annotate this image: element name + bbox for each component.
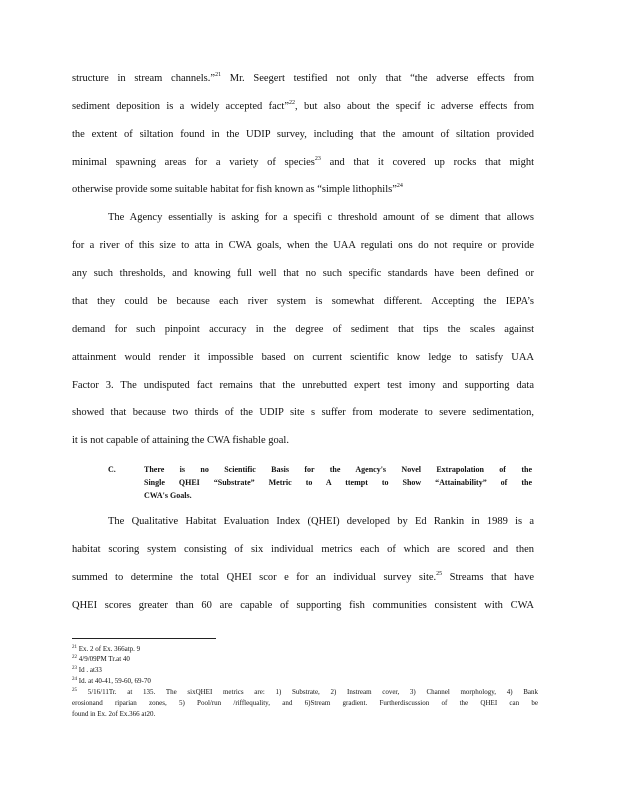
body-line: that they could be because each river system is somewhat different. Accepting the IEPA’s (72, 296, 534, 307)
body-line: it is not capable of attaining the CWA fishable goal. (72, 435, 289, 446)
heading-line: Single QHEI “Substrate” Metric to A ttempt to Show “Attainability” of the (144, 478, 532, 487)
body-line: the extent of siltation found in the UDIP survey, including that the amount of siltation provided (72, 129, 534, 140)
body-line: otherwise provide some suitable habitat for fish known as “simple lithophils”$^{24}$ (72, 183, 403, 195)
footnote: $^{25}$ 5/16/11Tr. at 135. The sixQHEI metrics are: 1) Substrate, 2) Instream cover, 3) Channel morphology, 4) Bank (72, 688, 538, 696)
body-line: QHEI scores greater than 60 are capable of supporting fish communities consistent with CWA (72, 600, 534, 611)
body-line: for a river of this size to atta in CWA goals, when the UAA regulati ons do not require or provide (72, 240, 534, 251)
body-line: any such thresholds, and knowing full well that no such specific standards have been defined or (72, 268, 534, 279)
body-line: minimal spawning areas for a variety of species$^{23}$ and that it covered up rocks that might (72, 156, 534, 168)
footnote: $^{23}$ Id . at33 (72, 666, 102, 674)
heading-line: CWA's Goals. (144, 491, 192, 500)
body-line: summed to determine the total QHEI scor e for an individual survey site.$^{25}$ Streams that have (72, 571, 534, 583)
body-line: attainment would render it impossible based on current scientific know ledge to satisfy UAA (72, 352, 534, 363)
footnote: $^{24}$ Id. at 40-41, 59-60, 69-70 (72, 677, 151, 685)
footnote: $^{22}$ 4/9/09PM Tr.at 40 (72, 655, 130, 663)
footnote-continuation: erosionand riparian zones, 5) Pool/run /rifflequality, and 6)Stream gradient. Furtherdiscussion of the QHEI can be (72, 699, 538, 707)
body-line: sediment deposition is a widely accepted fact”$^{22}$, but also about the specif ic adverse effects from (72, 100, 534, 112)
body-line: The Qualitative Habitat Evaluation Index (QHEI) developed by Ed Rankin in 1989 is a (108, 516, 534, 527)
footnote-ref[interactable]: 22 (289, 100, 295, 106)
body-line: structure in stream channels.”$^{21}$ Mr. Seegert testified not only that “the adverse effects from (72, 72, 534, 84)
body-line: demand for such pinpoint accuracy in the degree of sediment that tips the scales against (72, 324, 534, 335)
footnote-ref[interactable]: 23 (314, 156, 321, 162)
footnote: $^{21}$ Ex. 2 of Ex. 366atp. 9 (72, 645, 141, 653)
footnote-ref[interactable]: 24 (396, 183, 403, 189)
heading-line: There is no Scientific Basis for the Agency's Novel Extrapolation of the (144, 465, 532, 474)
body-line: The Agency essentially is asking for a specifi c threshold amount of se diment that allows (108, 212, 534, 223)
footnote-continuation: found in Ex. 2of Ex.366 at20. (72, 710, 156, 718)
body-line: habitat scoring system consisting of six individual metrics each of which are scored and then (72, 544, 534, 555)
body-line: Factor 3. The undisputed fact remains that the unrebutted expert test imony and supporting data (72, 380, 534, 391)
body-line: showed that because two thirds of the UDIP site s suffer from moderate to severe sedimentation, (72, 407, 534, 418)
section-label: C. (108, 465, 116, 474)
footnote-ref[interactable]: 25 (436, 571, 443, 577)
footnote-separator (72, 638, 216, 639)
footnote-ref[interactable]: 21 (215, 72, 222, 78)
